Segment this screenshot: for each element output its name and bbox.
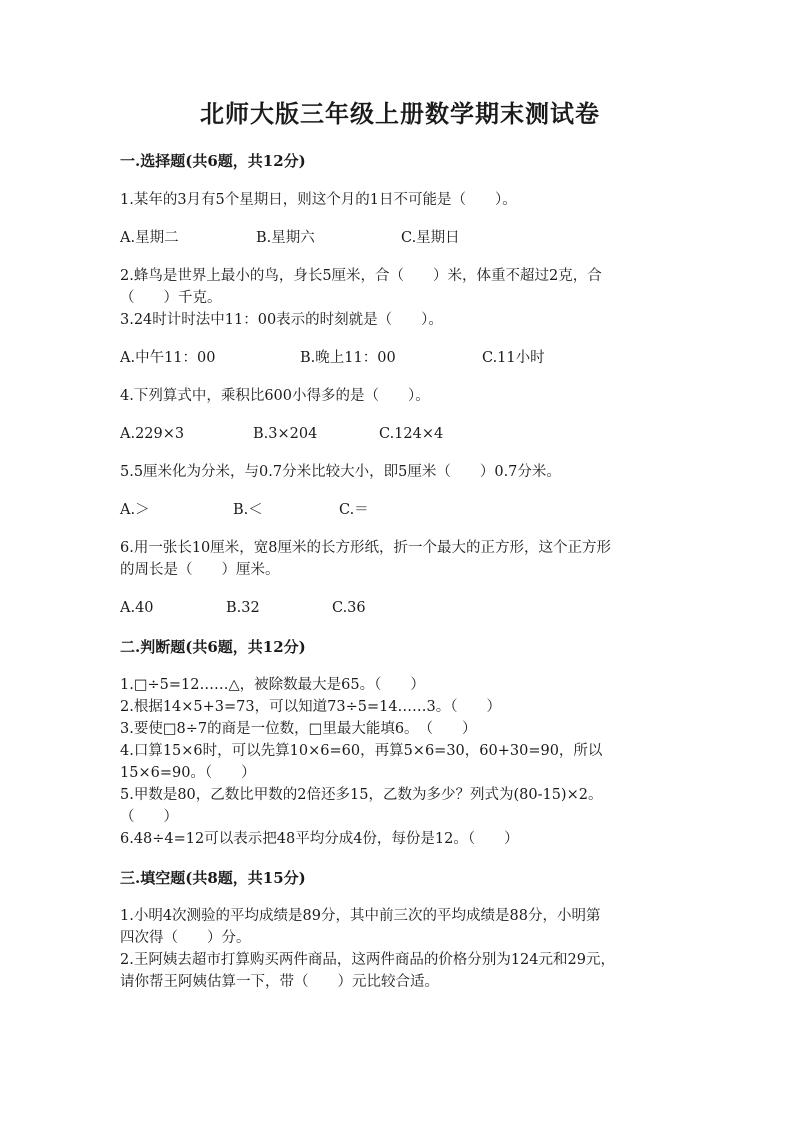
question-line: 2.王阿姨去超市打算购买两件商品，这两件商品的价格分别为124元和29元， bbox=[120, 952, 615, 968]
option-b: B.晚上11：00 bbox=[300, 350, 396, 366]
option-b: B.32 bbox=[226, 600, 260, 616]
section-heading-judge: 二.判断题(共6题，共12分) bbox=[120, 638, 306, 656]
option-b: B.3×204 bbox=[253, 426, 318, 442]
answer-options bbox=[120, 597, 680, 619]
section-heading-choice: 一.选择题(共6题，共12分) bbox=[120, 152, 306, 170]
option-b: B.星期六 bbox=[256, 230, 315, 246]
question-line: 1.□÷5=12……△，被除数最大是65。（ ） bbox=[120, 677, 425, 693]
option-a: A.星期二 bbox=[120, 230, 179, 246]
question-text: 6.用一张长10厘米，宽8厘米的长方形纸，折一个最大的正方形，这个正方形 bbox=[120, 540, 612, 556]
option-c: C.星期日 bbox=[401, 230, 460, 246]
question-line: 3.要使□8÷7的商是一位数，□里最大能填6。 （ ） bbox=[120, 721, 477, 737]
question-line: 请你帮王阿姨估算一下，带（ ）元比较合适。 bbox=[120, 974, 439, 990]
answer-options bbox=[120, 347, 680, 369]
question-text: 5.5厘米化为分米，与0.7分米比较大小，即5厘米（ ）0.7分米。 bbox=[120, 464, 561, 480]
answer-options bbox=[120, 499, 680, 521]
question-line: 四次得（ ）分。 bbox=[120, 930, 251, 946]
question-line: 1.小明4次测验的平均成绩是89分，其中前三次的平均成绩是88分，小明第 bbox=[120, 908, 601, 924]
question-line: 5.甲数是80，乙数比甲数的2倍还多15，乙数为多少？列式为(80-15)×2。 bbox=[120, 787, 603, 803]
option-b: B.＜ bbox=[233, 502, 263, 518]
question-text: 4.下列算式中，乘积比600小得多的是（ ）。 bbox=[120, 388, 430, 404]
answer-options bbox=[120, 423, 680, 445]
section-heading-fill: 三.填空题(共8题，共15分) bbox=[120, 869, 306, 887]
question-line: 4.口算15×6时，可以先算10×6=60，再算5×6=30，60+30=90，所以 bbox=[120, 743, 603, 759]
question-line: 15×6=90。（ ） bbox=[120, 765, 256, 781]
option-a: A.中午11：00 bbox=[120, 350, 216, 366]
question-text: 1.某年的3月有5个星期日，则这个月的1日不可能是（ ）。 bbox=[120, 192, 517, 208]
option-a: A.229×3 bbox=[120, 426, 185, 442]
question-line: 2.根据14×5+3=73，可以知道73÷5=14……3。（ ） bbox=[120, 699, 502, 715]
question-text: 2.蜂鸟是世界上最小的鸟，身长5厘米，合（ ）米，体重不超过2克，合 bbox=[120, 268, 602, 284]
option-c: C.36 bbox=[332, 600, 366, 616]
option-c: C.＝ bbox=[339, 502, 369, 518]
option-a: A.＞ bbox=[120, 502, 150, 518]
question-line: 6.48÷4=12可以表示把48平均分成4份，每份是12。（ ） bbox=[120, 831, 519, 847]
exam-title: 北师大版三年级上册数学期末测试卷 bbox=[200, 99, 600, 128]
question-line: （ ） bbox=[120, 809, 178, 825]
question-text-continued: （ ）千克。 bbox=[120, 290, 222, 306]
option-c: C.11小时 bbox=[482, 350, 545, 366]
option-a: A.40 bbox=[120, 600, 154, 616]
answer-options bbox=[120, 227, 680, 249]
question-text-continued: 的周长是（ ）厘米。 bbox=[120, 562, 280, 578]
option-c: C.124×4 bbox=[379, 426, 444, 442]
question-text: 3.24时计时法中11：00表示的时刻就是（ ）。 bbox=[120, 312, 443, 328]
